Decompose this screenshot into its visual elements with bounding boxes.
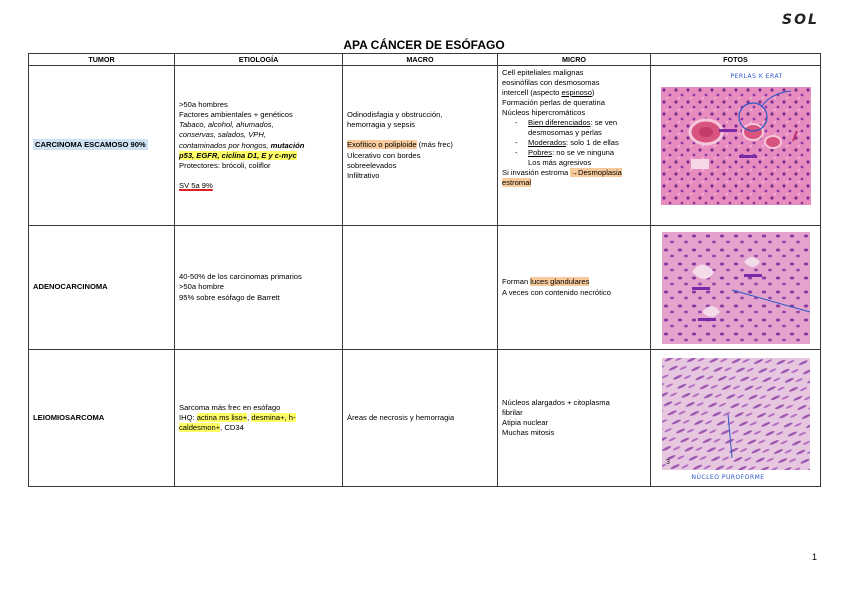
- histology-photo-adeno: [662, 232, 810, 344]
- etiologia-text: IHQ:: [179, 412, 197, 422]
- micro-cell: [498, 226, 651, 350]
- marker-arrow: [692, 287, 710, 290]
- etiologia-line: Factores ambientales + genéticos: [179, 110, 293, 120]
- header-etiologia: ETIOLOGÍA: [175, 54, 343, 66]
- histology-photo-squamous: [661, 72, 811, 205]
- list-item: [528, 118, 646, 138]
- micro-line: Formación perlas de queratina: [502, 98, 605, 108]
- marker-arrow: [744, 274, 762, 277]
- etiologia-line: conservas, salados, VPH,: [179, 130, 266, 140]
- photo-number: 3: [665, 459, 670, 466]
- micro-text: Los más agresivos: [528, 158, 592, 168]
- macro-line: Odinodisfagia y obstrucción,: [347, 110, 443, 120]
- etiologia-cell: [175, 350, 343, 487]
- micro-line: A veces con contenido necrótico: [502, 287, 611, 297]
- etiologia-line: 95% sobre esófago de Barrett: [179, 292, 280, 302]
- macro-cell: [343, 226, 498, 350]
- etiologia-line: >50a hombres: [179, 100, 228, 110]
- micro-line: Muchas mitosis: [502, 428, 555, 438]
- page-number: 1: [812, 552, 818, 562]
- micro-line: [502, 88, 646, 98]
- tumor-name: LEIOMIOSARCOMA: [33, 412, 105, 422]
- micro-text: espinoso: [561, 88, 592, 98]
- micro-text: : no se ve ninguna: [552, 148, 615, 158]
- survival-text: SV 5a 9%: [179, 180, 213, 190]
- micro-text: : solo 1 de ellas: [566, 138, 619, 148]
- macro-line: [347, 140, 493, 150]
- etiologia-line: [179, 413, 338, 423]
- marker-arrow: [739, 155, 757, 158]
- macro-line: Áreas de necrosis y hemorragia: [347, 412, 455, 422]
- fotos-cell: [651, 226, 821, 350]
- fotos-cell: [651, 350, 821, 487]
- histology-image: [661, 87, 811, 205]
- macro-highlight: Exofítico o poliploide: [347, 140, 417, 150]
- macro-text: (más frec): [416, 140, 453, 150]
- micro-line: Cell epiteliales malignas: [502, 68, 584, 77]
- etiologia-text: , CD34: [220, 423, 244, 432]
- table-header-row: [29, 54, 821, 66]
- micro-text: Forman: [502, 277, 531, 287]
- macro-line: hemorragia y sepsis: [347, 120, 415, 130]
- tumor-name: ADENOCARCINOMA: [33, 282, 108, 292]
- list-item: [528, 138, 646, 148]
- etiologia-line: 40-50% de los carcinomas primarios: [179, 272, 302, 282]
- header-tumor: TUMOR: [29, 54, 175, 66]
- tumor-cell: [29, 226, 175, 350]
- micro-cell: [498, 350, 651, 487]
- ihq-highlight: caldesmon+: [179, 423, 221, 432]
- ihq-highlight: actina ms liso+: [196, 412, 248, 422]
- handwritten-signature: SOL: [782, 12, 819, 28]
- table-row: [29, 350, 821, 487]
- etiologia-text: mutación: [270, 140, 305, 150]
- micro-line: eosinófilas con desmosomas: [502, 78, 600, 88]
- micro-text: Moderados: [528, 138, 566, 148]
- etiologia-line: Tabaco, alcohol, ahumados,: [179, 120, 274, 130]
- header-macro: MACRO: [343, 54, 498, 66]
- micro-line: fibrilar: [502, 407, 523, 417]
- micro-highlight: luces glandulares: [530, 277, 590, 287]
- tumor-cell: [29, 66, 175, 226]
- photo-annotation: NÚCLEO PUROFORME: [691, 474, 765, 481]
- micro-text: Si invasión estroma: [502, 168, 571, 178]
- list-item: [528, 148, 646, 168]
- etiologia-line: >50a hombre: [179, 282, 224, 292]
- differentiation-list: [502, 118, 646, 168]
- macro-line: sobreelevados: [347, 160, 397, 170]
- etiologia-line: [179, 141, 338, 151]
- macro-cell: [343, 350, 498, 487]
- tumor-name: CARCINOMA ESCAMOSO 90%: [35, 140, 146, 150]
- micro-line: [502, 168, 646, 188]
- etiologia-line: [179, 181, 338, 191]
- fotos-cell: [651, 66, 821, 226]
- header-fotos: FOTOS: [651, 54, 821, 66]
- marker-arrow: [719, 129, 737, 132]
- histology-photo-leiomyosarcoma: [662, 358, 810, 481]
- micro-line: Atipia nuclear: [502, 418, 549, 427]
- etiologia-cell: [175, 226, 343, 350]
- micro-line: Núcleos alargados + citoplasma: [502, 397, 610, 407]
- mutations-highlight: p53, EGFR, ciclina D1, E y c-myc: [179, 150, 297, 160]
- micro-line: Núcleos hipercromáticos: [502, 108, 586, 118]
- etiologia-line: [179, 423, 338, 433]
- etiologia-line: Protectores: brócoli, coliflor: [179, 160, 271, 170]
- macro-line: Ulcerativo con bordes: [347, 150, 421, 160]
- etiologia-text: ,: [247, 412, 252, 422]
- cancer-table: [28, 53, 821, 487]
- etiologia-line: Sarcoma más frec en esófago: [179, 402, 281, 412]
- etiologia-cell: [175, 66, 343, 226]
- micro-line: [502, 277, 646, 287]
- micro-text: ): [591, 88, 595, 98]
- tumor-cell: [29, 350, 175, 487]
- etiologia-text: contaminados por hongos,: [179, 140, 271, 150]
- table-row: [29, 226, 821, 350]
- header-micro: MICRO: [498, 54, 651, 66]
- marker-arrow: [698, 318, 716, 321]
- micro-text: intercell (aspecto: [502, 88, 562, 98]
- document-title: APA CÁNCER DE ESÓFAGO: [343, 38, 505, 52]
- histology-image: [662, 358, 810, 470]
- micro-text: Bien diferenciados: [528, 118, 591, 128]
- photo-annotation: PERLAS K ERAT: [730, 72, 783, 80]
- micro-text: : se ven desmosomas y perlas: [528, 118, 618, 138]
- macro-cell: [343, 66, 498, 226]
- macro-line: Infiltrativo: [347, 170, 380, 180]
- micro-highlight: →Desmoplasia estromal: [502, 168, 622, 188]
- etiologia-line: [179, 151, 338, 161]
- micro-text: Pobres: [528, 148, 553, 158]
- micro-cell: [498, 66, 651, 226]
- table-row: [29, 66, 821, 226]
- ihq-highlight: desmina+, h-: [251, 412, 296, 422]
- histology-image: [662, 232, 810, 344]
